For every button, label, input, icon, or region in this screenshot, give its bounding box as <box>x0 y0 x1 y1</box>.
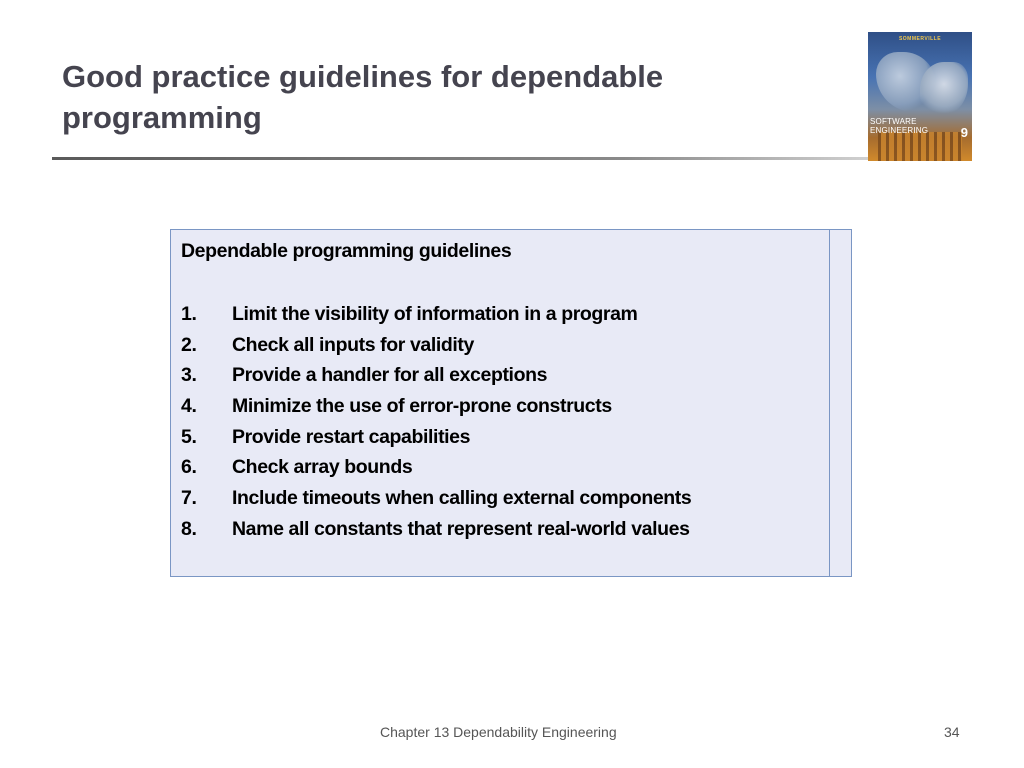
item-text: Minimize the use of error-prone constructs <box>232 395 612 418</box>
item-number: 5. <box>181 425 197 448</box>
slide-title: Good practice guidelines for dependable programming <box>62 59 664 135</box>
cover-edition: 9 <box>960 125 968 140</box>
list-item <box>181 360 691 391</box>
item-number: 8. <box>181 517 197 540</box>
book-cover-image <box>868 32 972 161</box>
item-text: Name all constants that represent real-world values <box>232 517 690 540</box>
list-item <box>181 483 691 514</box>
list-item <box>181 299 691 330</box>
box-heading: Dependable programming guidelines <box>181 240 512 262</box>
item-number: 3. <box>181 364 197 387</box>
item-text: Check array bounds <box>232 456 413 479</box>
cover-title: SOFTWARE ENGINEERING <box>870 117 929 135</box>
list-item <box>181 514 691 545</box>
list-item <box>181 422 691 453</box>
item-number: 4. <box>181 395 197 418</box>
item-number: 2. <box>181 333 197 356</box>
list-item <box>181 330 691 361</box>
cover-structure-shape <box>878 132 962 161</box>
item-text: Include timeouts when calling external components <box>232 487 692 510</box>
item-text: Check all inputs for validity <box>232 333 474 356</box>
list-item <box>181 391 691 422</box>
footer-chapter: Chapter 13 Dependability Engineering <box>380 724 617 740</box>
item-text: Provide restart capabilities <box>232 425 471 448</box>
cover-author: SOMMERVILLE <box>898 36 942 42</box>
item-number: 6. <box>181 456 197 479</box>
guidelines-box <box>170 229 852 577</box>
page-number: 34 <box>944 724 960 740</box>
item-number: 7. <box>181 487 197 510</box>
list-item <box>181 452 691 483</box>
table-side-column <box>829 230 851 576</box>
title-divider <box>52 157 868 160</box>
item-text: Provide a handler for all exceptions <box>232 364 548 387</box>
item-text: Limit the visibility of information in a program <box>232 303 638 325</box>
guideline-list <box>181 299 691 545</box>
item-number: 1. <box>181 303 197 325</box>
cover-building-shape <box>920 62 968 117</box>
